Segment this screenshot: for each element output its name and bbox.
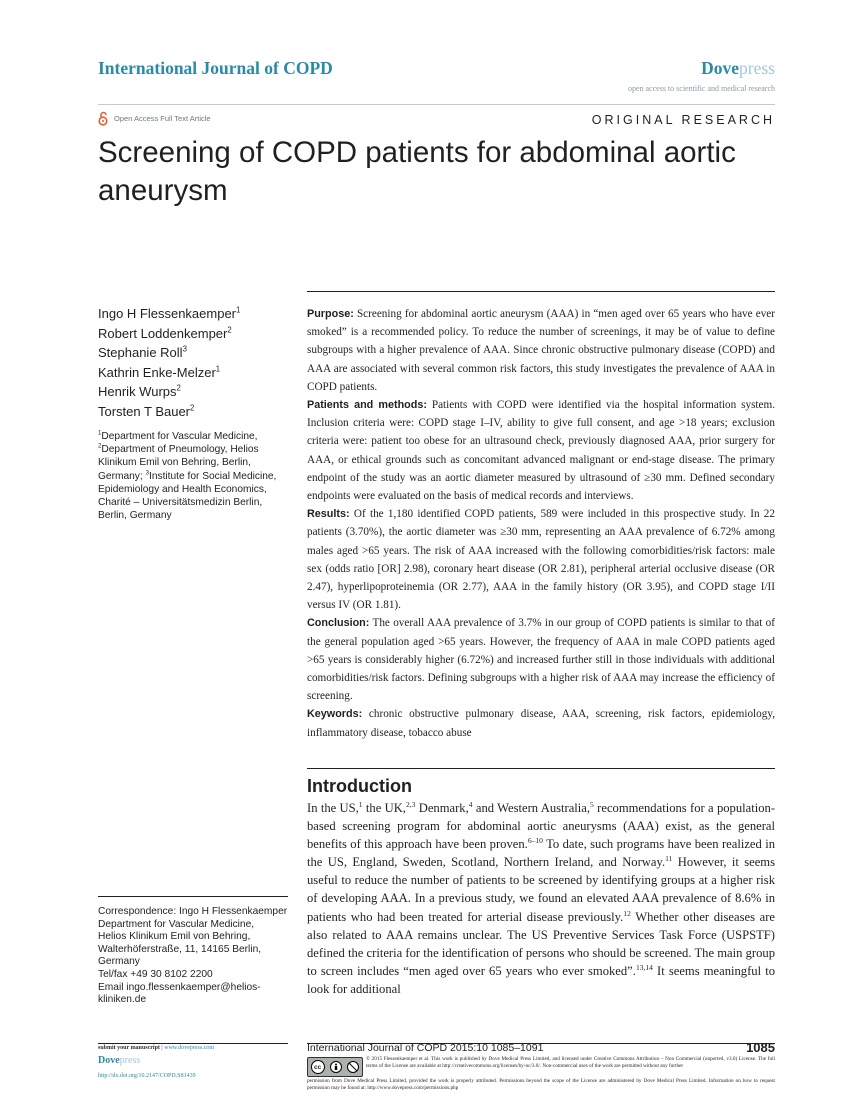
publisher-tagline: open access to scientific and medical research [627, 84, 775, 93]
submit-link[interactable]: www.dovepress.com [164, 1045, 215, 1051]
introduction-body [307, 799, 775, 998]
article-type: ORIGINAL RESEARCH [591, 113, 775, 127]
affiliations [98, 430, 293, 522]
submit-manuscript: submit your manuscript | www.dovepress.com [98, 1045, 215, 1051]
author: Robert Loddenkemper$^2$ [98, 325, 232, 341]
article-title: Screening of COPD patients for abdominal aortic aneurysm [98, 136, 736, 207]
citation-ref[interactable]: 13,14 [635, 962, 653, 972]
journal-title: International Journal of COPD [98, 58, 333, 78]
header-divider [98, 104, 775, 105]
license-text-cont: permission from Dove Medical Press Limited, provided the work is properly attributed. Permissions beyond the scope of the License are administered by Dove Medical Press Limited. Information on how to request permission may be found at: http://www.dovepress.com/permissions.php [307, 1078, 775, 1092]
abstract [307, 305, 775, 742]
citation-ref[interactable]: 1 [358, 799, 363, 809]
introduction-heading: Introduction [307, 776, 412, 796]
citation-ref[interactable]: 4 [468, 799, 473, 809]
citation: International Journal of COPD 2015:10 1085–1091 [307, 1042, 544, 1054]
author: Kathrin Enke-Melzer$^1$ [98, 364, 221, 380]
publisher-logo-light: press [739, 58, 775, 78]
abstract-methods: Patients and methods: Patients with COPD were identified via the hospital information system. Inclusion criteria were: COPD stage I–IV, ability to give full consent, and age >18 years; exclusion criteria were: patient too obese for an ultrasound check, previously diagnosed AAA, prior surgery for AAA, or ethical grounds such as concomitant advanced malignant or end-stage disease. The primary endpoint of the study was an aortic diameter measured by ultrasound of ≥30 mm. Defined secondary endpoints were evaluated on the basis of medical records and interviews. [307, 399, 775, 503]
footer-publisher-logo[interactable]: Dovepress [98, 1055, 141, 1066]
email-link-cont[interactable]: kliniken.de [98, 994, 147, 1006]
citation-ref[interactable]: 12 [623, 908, 631, 918]
author: Henrik Wurps$^2$ [98, 383, 181, 399]
abstract-results: Results: Of the 1,180 identified COPD patients, 589 were included in this prospective study. In 22 patients (3.70%), the aortic diameter was ≥30 mm, representing an AAA prevalence of 6.72% among males aged >65 years. The risk of AAA increased with the following comorbidities/risk factors: male sex (odds ratio [OR] 2.98), coronary heart disease (OR 2.81), peripheral arterial occlusive disease (OR 2.47), hyperlipoproteinemia (OR 2.77), AAA in the family history (OR 3.95), and COPD stage I/II versus IV (OR 1.81). [307, 508, 775, 612]
correspondence: Correspondence: Ingo H Flessenkaemper Department for Vascular Medicine, Helios Klinikum Emil von Behring, Walterhöferstraße, 11, 14165 Berlin, Germany Tel/fax +49 30 8102 2200 Email ingo.flessenkaemper@helios- kliniken.de [98, 906, 293, 1007]
introduction-divider [307, 768, 775, 769]
license-text: © 2015 Flessenkaemper et al. This work is published by Dove Medical Press Limited, and licensed under Creative Commons Attribution – Non Commercial (unported, v3.0) License. The full terms of the License are available at http://creativecommons.org/licenses/by-nc/3.0/. Non-commercial uses of the work are permitted without any further [366, 1056, 775, 1070]
author-list [98, 304, 240, 421]
open-access-label [98, 111, 211, 126]
publisher-logo-dark: Dove [701, 58, 740, 78]
cc-icon: cc [311, 1060, 325, 1074]
citation-ref[interactable]: 5 [590, 799, 594, 809]
publisher-logo[interactable] [701, 58, 775, 79]
attribution-icon [330, 1061, 342, 1073]
abstract-purpose: Purpose: Screening for abdominal aortic aneurysm (AAA) in “men aged over 65 years who have ever smoked” is a recommended policy. To reduce the number of screenings, it may be of value to define subgroups with a higher prevalence of AAA. Since chronic obstructive pulmonary disease (COPD) and AAA are associated with several common risk factors, this study investigates the prevalence of AAA in COPD patients. [307, 308, 776, 393]
open-access-text: Open Access Full Text Article [114, 114, 211, 123]
author: Torsten T Bauer$^2$ [98, 403, 195, 419]
citation-ref[interactable]: 6–10 [527, 836, 543, 845]
page-number: 1085 [746, 1040, 775, 1055]
correspondence-divider [98, 896, 288, 897]
affiliation: $^1$Department for Vascular Medicine, [98, 429, 258, 442]
footer-left-divider [98, 1043, 288, 1044]
citation-ref[interactable]: 11 [665, 854, 673, 864]
cc-license-icon[interactable] [307, 1057, 363, 1077]
affiliation: $^2$Department of Pneumology, Helios Klinikum Emil von Behring, Berlin, Germany; $^3$Institute for Social Medicine, Epidemiology and Health Economics, Charité – Universitätsmedizin Berlin, Berlin, Germany [98, 442, 277, 522]
abstract-keywords: Keywords: chronic obstructive pulmonary disease, AAA, screening, risk factors, epidemiology, inflammatory disease, tobacco abuse [307, 708, 776, 739]
author: Ingo H Flessenkaemper$^1$ [98, 305, 241, 321]
abstract-conclusion: Conclusion: The overall AAA prevalence of 3.7% in our group of COPD patients is similar to that of the general population aged >65 years. However, the frequency of AAA in male COPD patients aged >65 years is considerably higher (6.72%) and increased further still in those individuals with additional comorbidities/risk factors. Defining subgroups with a higher risk of AAA may increase the efficiency of screening. [307, 617, 775, 703]
email-link[interactable]: Email ingo.flessenkaemper@helios- [98, 981, 261, 993]
introduction-paragraph: In the US,$^1$ the UK,$^{2,3}$ Denmark,$^4$ and Western Australia,$^5$ recommendations for a population-based screening program for abdominal aortic aneurysms (AAA) exist, as the general benefits of this approach have been proven.$^{6-10}$ To date, such programs have been realized in the US, England, Sweden, Scotland, Northern Ireland, and Norway.$^{11}$ However, it seems useful to reduce the number of patients to be screened by identifying groups at a higher risk of developing AAA. In a previous study, we found an elevated AAA prevalence of 8.6% in patients who had been treated for arterial disease previously.$^{12}$ Whether other diseases are also related to AAA remains unclear. The US Preventive Services Task Force (USPSTF) defined the criteria for the identification of persons who should be screened. The main group to screen includes “men aged over 65 years who ever smoked”.$^{13,14}$ It seems meaningful to look for additional [307, 799, 776, 996]
author: Stephanie Roll$^3$ [98, 344, 187, 360]
abstract-divider [307, 291, 775, 292]
doi-link[interactable]: http://dx.doi.org/10.2147/COPD.S81439 [98, 1073, 196, 1079]
open-access-lock-icon [98, 111, 108, 126]
citation-ref[interactable]: 2,3 [405, 799, 416, 809]
noncommercial-icon [347, 1061, 359, 1073]
